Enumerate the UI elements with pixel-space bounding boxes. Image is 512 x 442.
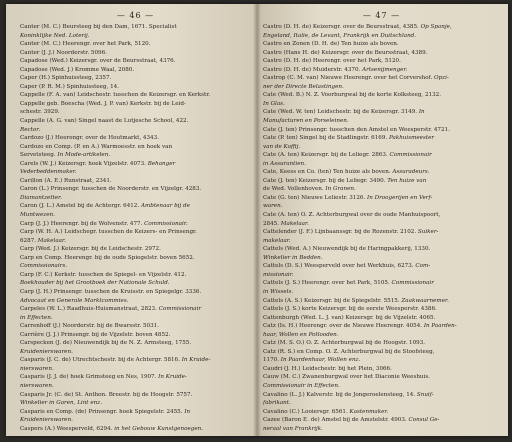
entry-text: Cate (A. ten) Keizersgr. bij de Leliegr. 2863. bbox=[263, 152, 390, 159]
entry-text: Cattenburgh (Wed. L. J. van) Keizersgr. bij de Vijzelstr. 4065. bbox=[263, 314, 436, 321]
directory-entry-line bbox=[20, 83, 251, 92]
directory-entry-line bbox=[263, 151, 500, 160]
entry-text: Carp en Comp. Heerengr. bij de oude Spiegelstr. boven 5652. bbox=[20, 254, 195, 261]
entry-text: Caudri (J. H.) Leidschestr. bij het Plein, 3066. bbox=[263, 365, 392, 372]
directory-entry-line bbox=[20, 220, 251, 229]
directory-entry-line bbox=[263, 373, 500, 382]
entry-text: Castro (D. H. de) Keizersgr. over de Beursstraat, 4385. bbox=[263, 24, 421, 30]
page-number-left: — 46 — bbox=[116, 11, 155, 20]
directory-entry-line bbox=[263, 237, 500, 246]
entry-text: Carrière (J. J.) Prinsengr. bij de Vijzelstr. boven 4852. bbox=[20, 331, 171, 338]
entry-occupation: ner der Directe Belastingen. bbox=[263, 83, 344, 90]
entry-occupation: Makelaar. bbox=[280, 220, 309, 227]
entry-text: Carpeles (W. L.) Raadhuis-Huismanstraat, 2823. bbox=[20, 306, 159, 313]
entry-text: Cazee (Baron E. de) Amstel bij de Amstelstr. 4903. bbox=[263, 417, 409, 424]
entry-occupation: Engeland, Italie, de Levant, Frankrijk en Duitschland. bbox=[263, 32, 417, 39]
entry-text: Catz (R. S.) en Comp. O. Z. Achterburgwal bij de Stoofsteeg, bbox=[263, 348, 435, 355]
directory-entry-line bbox=[20, 32, 251, 41]
entry-occupation: In Kruide- bbox=[158, 374, 187, 381]
entry-text: Cardozo (J.) Heerengr. over de Houtmarkt, 4343. bbox=[20, 135, 159, 142]
entry-text: Catz (Is. H.) Heerengr. over de Nieuwe Heerengr. 4054. bbox=[263, 323, 424, 330]
entry-occupation: in het Gebouw Kunstgenoegen. bbox=[114, 425, 204, 432]
directory-entry-line bbox=[20, 297, 251, 306]
entry-text: Casparis (J. J. de) hoek Grimsteeg en Nes, 1907. bbox=[20, 374, 159, 381]
entry-occupation: neraal van Frankrijk. bbox=[263, 425, 323, 432]
entry-text: Canter (M. C.) Heerengr. over het Park, 5120. bbox=[20, 41, 151, 48]
open-book bbox=[6, 4, 508, 436]
directory-entry-line bbox=[20, 288, 251, 297]
directory-entry-line bbox=[20, 228, 251, 237]
directory-entry-line bbox=[20, 271, 251, 280]
entry-text: Casparis Jr. (C. de) St. Anthon. Breestr. bij de Hoogstr. 5757. bbox=[20, 391, 193, 398]
entry-occupation: van de Koffij. bbox=[263, 143, 301, 150]
entry-occupation: in Effecten. bbox=[20, 314, 53, 321]
directory-entry-line bbox=[20, 382, 251, 391]
directory-entry-line bbox=[263, 262, 500, 271]
entry-text: Catz (M. S. O.) O. Z. Achterburgwal bij de Hoogstr. 1093. bbox=[263, 340, 426, 347]
entry-occupation: Com- bbox=[415, 263, 431, 270]
entry-text: Canter (M. C.) Beursteeg bij den Dam, 1671. Specialist bbox=[20, 24, 177, 30]
directory-entry-line bbox=[263, 194, 500, 203]
entry-occupation: in Wissels. bbox=[263, 288, 294, 295]
directory-entry-line bbox=[20, 91, 251, 100]
directory-entry-line bbox=[263, 117, 500, 126]
entry-occupation: Zaakwaarnemer. bbox=[401, 297, 449, 304]
directory-entry-line bbox=[263, 288, 500, 297]
entry-occupation: Commissionairs. bbox=[20, 263, 67, 270]
directory-entry-line bbox=[20, 117, 251, 126]
entry-occupation: In Paarden- bbox=[423, 323, 457, 330]
directory-entry-line bbox=[20, 168, 251, 177]
directory-entry-line bbox=[20, 331, 251, 340]
entry-text: Cardozo en Comp. (P. en A.) Warmoesstr. en hoek van bbox=[20, 143, 173, 150]
entry-text: Carrenhoff (J.) Noorderstr. bij de Bwarsstr. 5031. bbox=[20, 323, 160, 330]
entry-text: Cattels (D. S.) Weesperveld over het Werkhuis, 6273. bbox=[263, 263, 416, 270]
entry-occupation: Commissionair bbox=[391, 280, 434, 287]
directory-entry-line bbox=[20, 185, 251, 194]
entry-text: Carp (W. H. A.) Leidschegr. tusschen de Keizers- en Prinsengr. bbox=[20, 229, 197, 236]
directory-entry-line bbox=[263, 32, 500, 41]
entry-text: Cate (J. ten) Keizersgr. bij de Leliegr. 3490. bbox=[263, 177, 388, 184]
entry-occupation: In Granen. bbox=[325, 186, 356, 193]
entry-text: Castro (Hans H. de) Keizersgr. over de Beursstraat, 4389. bbox=[263, 49, 428, 56]
directory-entry-line bbox=[263, 331, 500, 340]
entry-occupation: Op Spanje, bbox=[420, 24, 452, 30]
entry-text: Casparis en Comp. (de) Prinsengr. hoek Spiegelstr. 2455. bbox=[20, 408, 185, 415]
directory-entry-line bbox=[263, 356, 500, 365]
entry-occupation: Makelaar. bbox=[37, 237, 66, 244]
directory-entry-line bbox=[20, 134, 251, 143]
directory-entry-line bbox=[263, 74, 500, 83]
entry-occupation: Muntwezen. bbox=[20, 212, 55, 219]
directory-entry-line bbox=[263, 160, 500, 169]
entry-occupation: In Glas. bbox=[263, 100, 285, 107]
directory-entry-line bbox=[263, 57, 500, 66]
directory-entry-line bbox=[263, 126, 500, 135]
entry-occupation: Suiker- bbox=[417, 229, 439, 236]
entry-text: Carspecken (J. de) Nieuwendijk bij de N. Z. Armsteeg, 1755. bbox=[20, 340, 192, 347]
entry-occupation: Commissionair bbox=[389, 152, 432, 159]
directory-entry-line bbox=[20, 339, 251, 348]
directory-entry-line bbox=[263, 271, 500, 280]
directory-entry-line bbox=[20, 160, 251, 169]
entry-text: Cattelender (J. F.) Lijnbaanssgr. bij de Rozenstr. 2102. bbox=[263, 229, 418, 236]
entry-text: Carels (W. J.) Keizersgr. hoek Vijzelstr. 4073. bbox=[20, 160, 148, 167]
entry-occupation: missionair. bbox=[263, 271, 294, 278]
directory-entry-line bbox=[263, 425, 500, 434]
directory-entry-line bbox=[263, 297, 500, 306]
entry-occupation: Boekhouder bij het Grootboek der Nationale Schuld. bbox=[20, 280, 170, 287]
directory-entry-line bbox=[20, 66, 251, 75]
entry-text: schestr. 3929. bbox=[20, 109, 60, 116]
entry-text: Carp (J. H.) Prinsengr. tusschen de Kruisstr. en Spiegelgr. 3336. bbox=[20, 288, 202, 295]
entry-text: Cappelle geb. Boescha (Wed. J. P. van) Kerkstr. bij de Leid- bbox=[20, 100, 186, 107]
entry-occupation: Commissionair in Effecten. bbox=[263, 382, 340, 389]
entry-text: Cappelle (F. A. van) Leidschestr. tusschen de Keizersgr. en Kerkstr. bbox=[20, 92, 211, 99]
directory-entry-line bbox=[263, 245, 500, 254]
entry-text: Castro en Zonen (D. H. de) Ten huize als boven. bbox=[263, 41, 399, 48]
directory-entry-line bbox=[20, 254, 251, 263]
directory-entry-line bbox=[263, 202, 500, 211]
entry-occupation: Behanger bbox=[147, 160, 176, 167]
directory-entry-line bbox=[20, 143, 251, 152]
entry-text: Cappelle (A. G. van) Singel naast de Lutjesche School, 422. bbox=[20, 118, 189, 125]
directory-entry-line bbox=[263, 83, 500, 92]
entry-occupation: In bbox=[418, 109, 425, 116]
directory-entry-line bbox=[20, 314, 251, 323]
directory-entry-line bbox=[20, 305, 251, 314]
directory-entry-line bbox=[263, 185, 500, 194]
directory-entry-line bbox=[20, 262, 251, 271]
entry-text: Cate (J. ten) Prinsengr. tusschen den Amstel en Weesperstr. 4721. bbox=[263, 126, 450, 133]
directory-entry-line bbox=[20, 356, 251, 365]
directory-entry-line bbox=[20, 126, 251, 135]
entry-occupation: Opzi- bbox=[434, 75, 449, 82]
directory-entry-line bbox=[20, 365, 251, 374]
entry-occupation: Winkelier in Bedden. bbox=[263, 254, 323, 261]
right-page bbox=[257, 4, 508, 436]
directory-entry-line bbox=[263, 108, 500, 117]
left-page bbox=[6, 4, 257, 436]
entry-text: Carillon (A. E.) Runstraat, 2341. bbox=[20, 177, 112, 184]
directory-entry-line bbox=[263, 339, 500, 348]
entry-occupation: in Assurantien. bbox=[263, 160, 306, 167]
directory-entry-line bbox=[20, 399, 251, 408]
directory-entry-line bbox=[263, 254, 500, 263]
entry-text: Casparis (J. C. de) Utrechtschestr. bij de Achtergr. 5816. bbox=[20, 357, 182, 364]
entry-occupation: In Droogerijen en Verf- bbox=[367, 194, 433, 201]
directory-entry-line bbox=[20, 177, 251, 186]
directory-entry-line bbox=[20, 245, 251, 254]
directory-entry-line bbox=[263, 365, 500, 374]
entry-occupation: Commissionair. bbox=[144, 220, 188, 227]
directory-entry-line bbox=[20, 279, 251, 288]
entry-text: Cate (Wed. B.) N. Z. Voorburgwal bij de korte Kolksteeg, 2132. bbox=[263, 92, 442, 99]
directory-entry-line bbox=[263, 408, 500, 417]
directory-entry-line bbox=[263, 305, 500, 314]
directory-entry-line bbox=[20, 202, 251, 211]
entry-text: Cattels (J. S.) korte Keizersgr. bij de eerste Weesperstr. 4386. bbox=[263, 306, 437, 313]
entry-occupation: Koninklijke Ned. Loterij. bbox=[20, 32, 90, 39]
entry-text: Caper (H.) Spinhuissteeg, 2357. bbox=[20, 75, 112, 82]
entry-occupation: nierswaren. bbox=[20, 365, 54, 372]
entry-occupation: Snuif- bbox=[416, 391, 434, 398]
directory-entry-line bbox=[20, 373, 251, 382]
entry-text: Cate (Wed. W. ten) Leidschestr. bij de Keizersgr. 3149. bbox=[263, 109, 419, 116]
entry-occupation: In Kruide- bbox=[181, 357, 211, 364]
directory-entry-line bbox=[20, 391, 251, 400]
book-gutter bbox=[253, 4, 261, 436]
entry-text: Carp (F. C.) Kerkstr. tusschen de Spiegel- en Vijzelstr. 412. bbox=[20, 271, 187, 278]
directory-entry-line bbox=[20, 408, 251, 417]
directory-entry-line bbox=[263, 40, 500, 49]
entry-occupation: Vederbeddenmaker. bbox=[20, 169, 77, 176]
entry-text: Caron (L.) Prinsengr. tusschen de Noorderstr. en Vijzelgr. 4283. bbox=[20, 186, 202, 193]
entry-occupation: fabrikant. bbox=[263, 400, 291, 407]
directory-entry-line bbox=[263, 134, 500, 143]
entry-text: Cate, Keess en Co. (ten) Ten huize als boven. bbox=[263, 169, 393, 176]
directory-entry-line bbox=[263, 348, 500, 357]
entry-occupation: makelaar. bbox=[263, 237, 291, 244]
directory-entry-line bbox=[263, 66, 500, 75]
entry-text: Carp (Wed. J.) Keizersgr. bij de Leidschestr. 2972. bbox=[20, 246, 161, 253]
entry-text: de Wed. Vollenhoven. bbox=[263, 186, 326, 193]
directory-entry-line bbox=[263, 399, 500, 408]
entry-text: Cavalino (C.) Looiersgr. 6561. bbox=[263, 408, 350, 415]
directory-entry-line bbox=[20, 23, 251, 32]
directory-entry-line bbox=[20, 237, 251, 246]
entry-text: Caspers (A.) Weesperveld, 6294. bbox=[20, 425, 115, 432]
entry-occupation: Diamantzetter. bbox=[20, 194, 62, 201]
entry-text: Cate (G. ten) Nieuwe Leliestr. 3126. bbox=[263, 194, 367, 201]
entry-occupation: Pakhuismeester bbox=[388, 135, 435, 142]
directory-entry-line bbox=[20, 40, 251, 49]
entry-text: 2845. bbox=[263, 220, 281, 227]
directory-entry-line bbox=[20, 100, 251, 109]
entry-text: Cattels (A. S.) Keizersgr. bij de Spiegelstr. 5515. bbox=[263, 297, 402, 304]
entry-occupation: Artsenijmenger. bbox=[362, 66, 408, 73]
entry-text: 1170. bbox=[263, 357, 281, 364]
directory-entry-line bbox=[263, 23, 500, 32]
entry-occupation: In bbox=[184, 408, 191, 415]
entry-occupation: Assuradeurs. bbox=[392, 169, 430, 176]
entry-text: Castrop (C. M. van) Nieuwe Heerengr. over het Corvershof. bbox=[263, 75, 435, 82]
directory-entry-line bbox=[20, 322, 251, 331]
directory-entry-line bbox=[20, 211, 251, 220]
directory-entry-line bbox=[263, 143, 500, 152]
directory-entry-line bbox=[263, 177, 500, 186]
entry-text: Caper (P. R. M.) Spinhuissteeg, 14. bbox=[20, 83, 120, 90]
directory-entry-line bbox=[20, 194, 251, 203]
entry-occupation: Kastenmaker. bbox=[349, 408, 389, 415]
entry-occupation: Manufacturen en Porseleinen. bbox=[263, 118, 349, 125]
entry-text: 6287. bbox=[20, 237, 38, 244]
entry-text: Cauw (M. C.) Zwanenburgwal over het Diaconie Weeshuis. bbox=[263, 374, 430, 381]
directory-entry-line bbox=[263, 91, 500, 100]
directory-entry-line bbox=[263, 382, 500, 391]
entry-occupation: In Paardenhaar, Wollen enz. bbox=[280, 357, 361, 364]
entry-text: Carp (J. J.) Heerengr. bij de Wolvenstr. 477. bbox=[20, 220, 145, 227]
entry-occupation: Winkelier in Garen, Lint enz. bbox=[20, 400, 102, 407]
directory-entry-line bbox=[263, 322, 500, 331]
directory-entry-line bbox=[263, 168, 500, 177]
entry-occupation: Ten huize van bbox=[387, 177, 427, 184]
entry-text: Cattels (J. S.) Heerengr. over het Park, 5105. bbox=[263, 280, 392, 287]
entry-occupation: nierswaren. bbox=[20, 382, 54, 389]
directory-entries-left bbox=[20, 23, 251, 433]
directory-entry-line bbox=[20, 74, 251, 83]
entry-text: Servetsteeg. bbox=[20, 152, 58, 159]
entry-occupation: In Mode-artikelen. bbox=[57, 152, 111, 159]
entry-occupation: Commissionair bbox=[158, 306, 202, 313]
directory-entry-line bbox=[263, 228, 500, 237]
directory-entry-line bbox=[263, 100, 500, 109]
entry-occupation: Ambtenaar bij de bbox=[140, 203, 190, 210]
entry-occupation: Kruidenierswaren. bbox=[20, 348, 73, 355]
entry-occupation: Advocaat en Generale Marktcommies. bbox=[20, 297, 129, 304]
entry-text: Capadose (Wed.) Keizersgr. over de Beursstraat, 4376. bbox=[20, 58, 176, 65]
entry-text: Capadose (Wed. J.) Kromme Waal, 2080. bbox=[20, 66, 135, 73]
entry-occupation: Rector. bbox=[20, 126, 41, 133]
directory-entry-line bbox=[20, 416, 251, 425]
directory-entry-line bbox=[263, 416, 500, 425]
directory-entry-line bbox=[263, 391, 500, 400]
entry-text: Cate (A. ten) O. Z. Achterburgwal over de oude Manhuispoort, bbox=[263, 212, 441, 219]
directory-entry-line bbox=[20, 108, 251, 117]
directory-entry-line bbox=[20, 425, 251, 434]
directory-entry-line bbox=[263, 49, 500, 58]
directory-entry-line bbox=[263, 211, 500, 220]
directory-entry-line bbox=[263, 220, 500, 229]
entry-text: Castro (D. H. de) Heerengr. over het Park, 5120. bbox=[263, 58, 401, 65]
directory-entry-line bbox=[263, 314, 500, 323]
directory-entry-line bbox=[20, 49, 251, 58]
directory-entry-line bbox=[263, 279, 500, 288]
entry-text: Castro (D. H. de) Muiderstr. 4370. bbox=[263, 66, 363, 73]
entry-text: Canter (J. J.) Noorderstr. 5096. bbox=[20, 49, 107, 56]
entry-text: Cattels (Wed. A.) Nieuwendijk bij de Haringpakkerij, 1330. bbox=[263, 246, 431, 253]
directory-entry-line bbox=[20, 348, 251, 357]
entry-text: Cate (P. ten) Singel bij de Stadlingstr. 6169. bbox=[263, 135, 389, 142]
directory-entry-line bbox=[20, 57, 251, 66]
entry-text: Cavalino (L. J.) Kalverstr. bij de Jongeroelensteeg, 14. bbox=[263, 391, 417, 398]
directory-entry-line bbox=[20, 151, 251, 160]
entry-occupation: Consul Ge- bbox=[408, 417, 440, 424]
directory-entries-right bbox=[263, 23, 500, 433]
entry-occupation: Kruidenierswaren. bbox=[20, 417, 73, 424]
page-number-right: — 47 — bbox=[362, 11, 401, 20]
entry-occupation: waren. bbox=[263, 203, 283, 210]
entry-occupation: haar, Wollen en Potlooden. bbox=[263, 331, 339, 338]
entry-text: Caron (J. L.) Amstel bij de Achtergr. 6412. bbox=[20, 203, 141, 210]
